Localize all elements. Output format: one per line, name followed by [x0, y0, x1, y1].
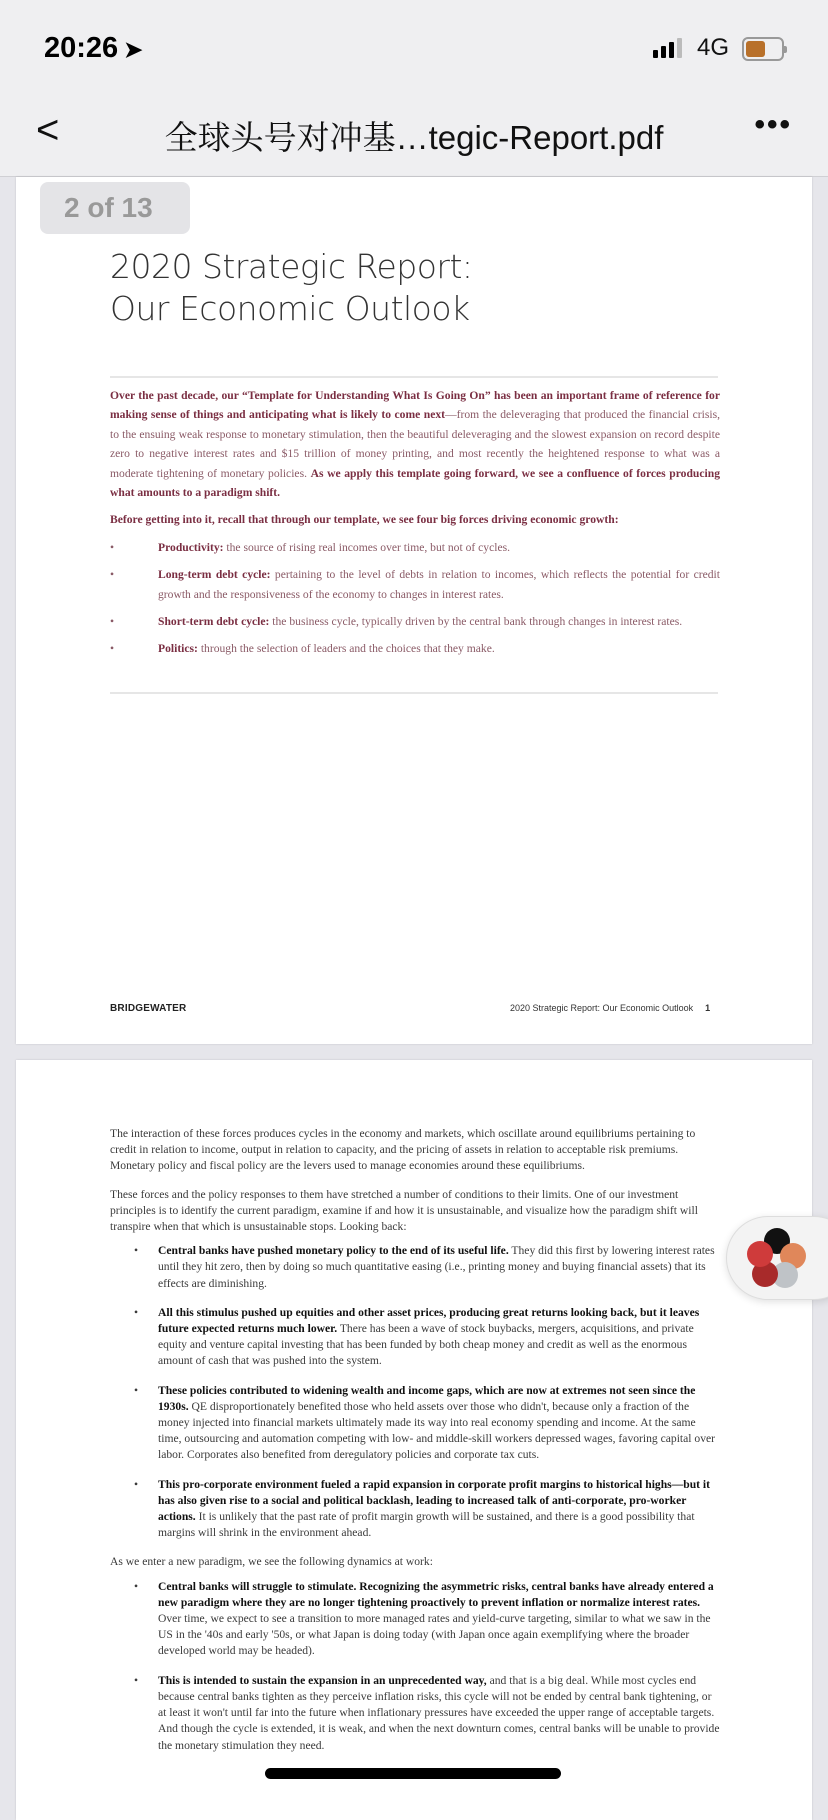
- list-item: [110, 538, 720, 557]
- bold-lead: This pro-corporate environment fueled a rapid expansion in corporate profit margins to historical highs—but it has also given rise to a social and political backlash, leading to increased talk of anti-corporate, pro-worker actions.: [158, 1477, 710, 1524]
- item-text: Over time, we expect to see a transition to more managed rates and yield-curve targeting, similar to what we saw in the US in the '40s and early '50s, or what Japan is doing today (with Japan once again exemplifying where the broader developed world may be headed).: [158, 1612, 711, 1658]
- location-arrow-icon: ➤: [124, 37, 143, 62]
- bold-lead: Central banks have pushed monetary policy to the end of its useful life.: [158, 1244, 509, 1258]
- bold-lead: All this stimulus pushed up equities and other asset prices, producing great returns looking back, but it leaves future expected returns much lower.: [158, 1305, 700, 1336]
- list-item: [110, 612, 720, 631]
- term: Productivity:: [158, 540, 224, 554]
- list-item: [134, 1383, 720, 1464]
- item-text: There has been a wave of stock buybacks, mergers, acquisitions, and private equity and venture capital investing that has been funded by both cheap money and credit as well as the enormous amount of cash that was pushed into the system.: [158, 1322, 694, 1368]
- intro-bold2: As we apply this template going forward, we see a confluence of forces producing what amounts to a paradigm shift.: [110, 466, 720, 500]
- network-type: 4G: [697, 34, 730, 61]
- report-title-line1: 2020 Strategic Report:: [110, 247, 473, 286]
- list-item: [110, 639, 720, 658]
- divider: [110, 376, 718, 378]
- pdf-page-1: [16, 177, 812, 1044]
- list-item: [134, 1243, 720, 1292]
- signal-icon: [653, 38, 682, 58]
- list-item: [134, 1579, 720, 1660]
- bold-lead: Central banks will struggle to stimulate. Recognizing the asymmetric risks, central banks have already entered a new paradigm where they are no longer tightening proactively to prevent inflation or normalize interest rates.: [158, 1579, 714, 1609]
- status-bar: [0, 0, 828, 90]
- paragraph: These forces and the policy responses to them have stretched a number of conditions to their limits. One of our investment principles is to identify the current paradigm, examine if and how it is unsustainable, and visualize how the paradigm shift will transpire when that which is unsustainable stops. Looking back:: [110, 1187, 698, 1234]
- item-text: It is unlikely that the past rate of profit margin growth will be sustained, and there is a good possibility that margins will shrink in the environment ahead.: [158, 1510, 695, 1540]
- item-text: They did this first by lowering interest rates until they hit zero, then by doing so much quantitative easing (i.e., printing money and buying financial assets) that its effects are diminishing.: [158, 1244, 715, 1290]
- paragraph: The interaction of these forces produces cycles in the economy and markets, which oscillate around equilibriums pertaining to credit in relation to income, output in relation to capacity, and the pricing of assets in relation to acceptable risk premiums. Monetary policy and fiscal policy are the levers used to manage economies around these equilibriums.: [110, 1127, 696, 1173]
- footer-title: [510, 1003, 710, 1013]
- battery-icon: [742, 37, 784, 61]
- chevron-left-icon: <: [36, 108, 60, 152]
- bold-lead: This is intended to sustain the expansion in an unprecedented way,: [158, 1673, 487, 1687]
- page-number: 1: [705, 1003, 711, 1013]
- home-indicator[interactable]: [265, 1768, 561, 1779]
- intro-text: —from the deleveraging that produced the financial crisis, to the ensuing weak response to monetary stimulation, then the beautiful deleveraging and the slowest expansion on record despite zero to negative interest rates and $15 trillion of money printing, and most recently the heightened response to what was a moderate tightening of monetary policies.: [110, 408, 720, 480]
- footer-title-text: 2020 Strategic Report: Our Economic Outlook: [510, 1003, 694, 1013]
- term: Long-term debt cycle:: [158, 568, 271, 582]
- definition: through the selection of leaders and the choices that they make.: [197, 642, 495, 656]
- clock: [44, 32, 143, 65]
- floating-app-button[interactable]: [726, 1216, 828, 1300]
- bold-lead: These policies contributed to widening wealth and income gaps, which are now at extremes not seen since the 1930s.: [158, 1383, 696, 1413]
- report-title-line2: Our Economic Outlook: [110, 289, 470, 328]
- definition: pertaining to the level of debts in relation to incomes, which reflects the potential for credit growth and the responsiveness of the economy to changes in interest rates.: [158, 568, 720, 601]
- document-title: 全球头号对冲基…tegic-Report.pdf: [164, 119, 664, 156]
- definition: the business cycle, typically driven by the central bank through changes in interest rates.: [269, 615, 683, 629]
- list-item: [134, 1305, 720, 1370]
- forces-lead: Before getting into it, recall that through our template, we see four big forces driving economic growth:: [110, 513, 619, 527]
- list-item: [134, 1673, 720, 1754]
- intro-bold: Over the past decade, our “Template for Understanding What Is Going On” has been an important frame of reference for making sense of things and anticipating what is likely to come next: [110, 389, 720, 422]
- footer-brand: BRIDGEWATER: [110, 1003, 187, 1014]
- nav-bar: [0, 90, 828, 177]
- page-indicator: 2 of 13: [40, 182, 190, 234]
- dynamics-list: [110, 1579, 720, 1754]
- term: Short-term debt cycle:: [158, 615, 270, 629]
- pdf-page-2: [16, 1060, 812, 1820]
- paragraph: As we enter a new paradigm, we see the following dynamics at work:: [110, 1555, 433, 1569]
- page2-body: [110, 1126, 720, 1767]
- intro-paragraph: [110, 386, 720, 502]
- app-logo-icon: [741, 1224, 811, 1294]
- looking-back-list: [110, 1243, 720, 1541]
- item-text: and that is a big deal. While most cycles end because central banks tighten as they perceive inflation risks, this cycle will not be ended by central bank tightening, or at least it won't until far into the future when inflationary pressures have exceeded the upper range of acceptable targets. And though the cycle is extended, it is weak, and when the next downturn comes, central banks will be unable to provide the monetary stimulation they need.: [158, 1673, 720, 1752]
- forces-list: [110, 538, 720, 659]
- definition: the source of rising real incomes over time, but not of cycles.: [223, 540, 511, 554]
- divider: [110, 692, 718, 694]
- item-text: QE disproportionately benefited those who held assets over those who didn't, because only a fraction of the money injected into financial markets ultimately made its way into real economy spending and income. At the same time, outsourcing and automation competing with low- and middle-skill workers depressed wages, favoring capital over labor. Corporates also benefited from deregulatory policies and corporate tax cuts.: [158, 1399, 716, 1462]
- intro-section: [110, 386, 720, 667]
- term: Politics:: [158, 642, 198, 656]
- time-text: 20:26: [44, 32, 119, 64]
- list-item: [134, 1477, 720, 1542]
- more-button[interactable]: [754, 108, 792, 142]
- list-item: [110, 565, 720, 604]
- ellipsis-icon: •••: [754, 108, 792, 141]
